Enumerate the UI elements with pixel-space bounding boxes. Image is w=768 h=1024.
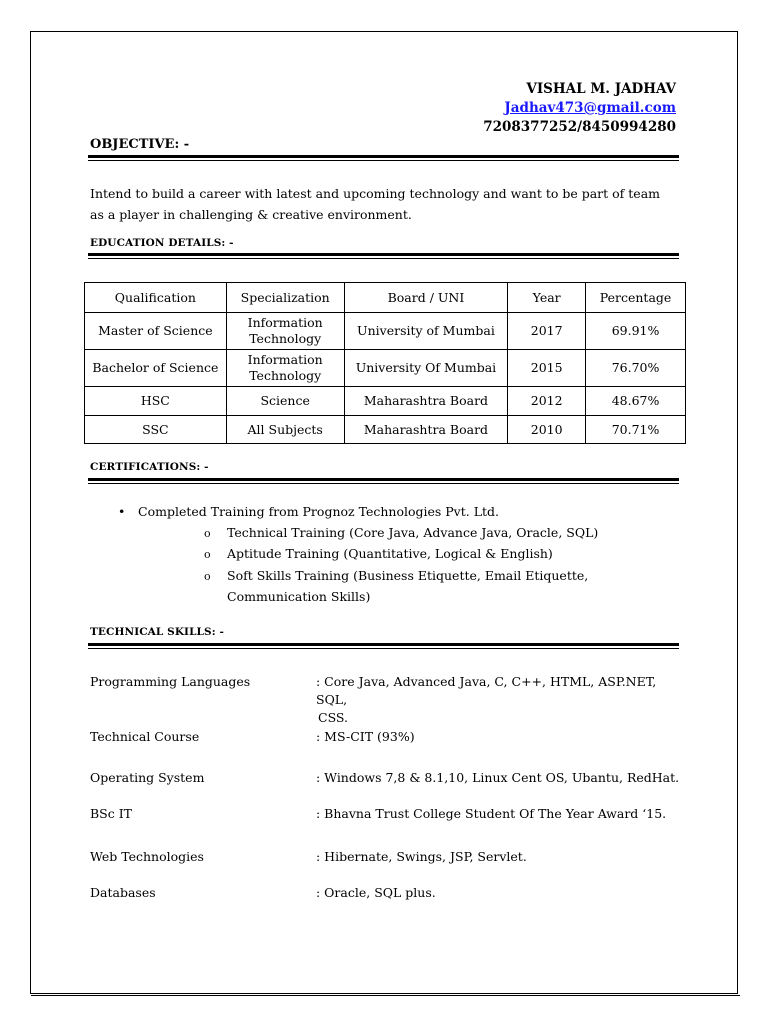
skills-rule-thin	[88, 648, 679, 649]
table-cell: Information Technology	[226, 313, 344, 350]
skill-label: Operating System	[90, 770, 205, 785]
sub-list-item	[204, 522, 598, 545]
skill-value-line: : Core Java, Advanced Java, C, C++, HTML, ASP.NET, SQL,	[316, 674, 657, 707]
table-cell: 69.91%	[586, 313, 686, 350]
skill-label: BSc IT	[90, 806, 132, 821]
objective-line-2: as a player in challenging & creative environment.	[90, 207, 412, 222]
education-rule-thick	[88, 253, 679, 256]
table-header-row	[85, 283, 686, 313]
phone-number: 7208377252/8450994280	[483, 119, 676, 135]
skill-value: : MS-CIT (93%)	[316, 729, 415, 744]
sub-list-item	[204, 543, 553, 566]
table-cell: University Of Mumbai	[344, 350, 508, 387]
skill-label: Technical Course	[90, 729, 200, 744]
email-link[interactable]: Jadhav473@gmail.com	[504, 100, 676, 116]
table-cell: 2010	[508, 416, 586, 444]
objective-line-1: Intend to build a career with latest and upcoming technology and want to be part of team	[90, 186, 660, 201]
skill-label: Databases	[90, 885, 156, 900]
table-cell: Bachelor of Science	[85, 350, 227, 387]
objective-rule-thin	[88, 160, 679, 161]
sub-item-continuation: Communication Skills)	[227, 589, 371, 604]
table-cell: Science	[226, 387, 344, 416]
certifications-rule-thick	[88, 478, 679, 481]
column-header: Qualification	[85, 283, 227, 313]
circle-bullet-icon: o	[204, 570, 211, 583]
sub-item-text: Technical Training (Core Java, Advance Java, Oracle, SQL)	[227, 525, 599, 540]
table-row	[85, 416, 686, 444]
table-cell: 2012	[508, 387, 586, 416]
table-cell: 2017	[508, 313, 586, 350]
skill-value	[316, 673, 688, 727]
certifications-rule-thin	[88, 483, 679, 484]
objective-text	[90, 183, 680, 225]
certifications-heading: CERTIFICATIONS: -	[90, 461, 209, 473]
skills-heading: TECHNICAL SKILLS: -	[90, 626, 224, 638]
table-cell: Maharashtra Board	[344, 387, 508, 416]
certification-item	[118, 501, 499, 523]
candidate-name: VISHAL M. JADHAV	[526, 81, 676, 97]
skill-label: Programming Languages	[90, 674, 251, 689]
contact-header	[483, 80, 676, 137]
column-header: Specialization	[226, 283, 344, 313]
table-cell: 76.70%	[586, 350, 686, 387]
column-header: Percentage	[586, 283, 686, 313]
table-cell: All Subjects	[226, 416, 344, 444]
table-cell: SSC	[85, 416, 227, 444]
circle-bullet-icon: o	[204, 548, 211, 561]
table-row	[85, 313, 686, 350]
table-cell: University of Mumbai	[344, 313, 508, 350]
education-table	[84, 282, 686, 444]
table-cell: HSC	[85, 387, 227, 416]
skill-value: : Windows 7,8 & 8.1,10, Linux Cent OS, Ubantu, RedHat.	[316, 770, 680, 785]
table-row	[85, 350, 686, 387]
table-cell: 48.67%	[586, 387, 686, 416]
bullet-icon: •	[118, 504, 126, 519]
table-row	[85, 387, 686, 416]
table-cell: 2015	[508, 350, 586, 387]
table-cell: 70.71%	[586, 416, 686, 444]
column-header: Year	[508, 283, 586, 313]
skill-value: : Oracle, SQL plus.	[316, 885, 436, 900]
skill-value: : Bhavna Trust College Student Of The Year Award ‘15.	[316, 806, 667, 821]
education-heading: EDUCATION DETAILS: -	[90, 237, 234, 249]
skills-rule-thick	[88, 643, 679, 646]
sub-item-text: Soft Skills Training (Business Etiquette, Email Etiquette,	[227, 568, 589, 583]
sub-item-text: Aptitude Training (Quantitative, Logical & English)	[227, 546, 553, 561]
table-cell: Information Technology	[226, 350, 344, 387]
circle-bullet-icon: o	[204, 527, 211, 540]
objective-heading: OBJECTIVE: -	[90, 137, 190, 152]
certification-text: Completed Training from Prognoz Technologies Pvt. Ltd.	[138, 504, 500, 519]
skill-label: Web Technologies	[90, 849, 204, 864]
skill-value: : Hibernate, Swings, JSP, Servlet.	[316, 849, 527, 864]
education-rule-thin	[88, 258, 679, 259]
column-header: Board / UNI	[344, 283, 508, 313]
table-cell: Master of Science	[85, 313, 227, 350]
skill-value-line: CSS.	[318, 710, 348, 725]
objective-rule-thick	[88, 155, 679, 158]
table-cell: Maharashtra Board	[344, 416, 508, 444]
sub-list-item	[204, 565, 588, 588]
